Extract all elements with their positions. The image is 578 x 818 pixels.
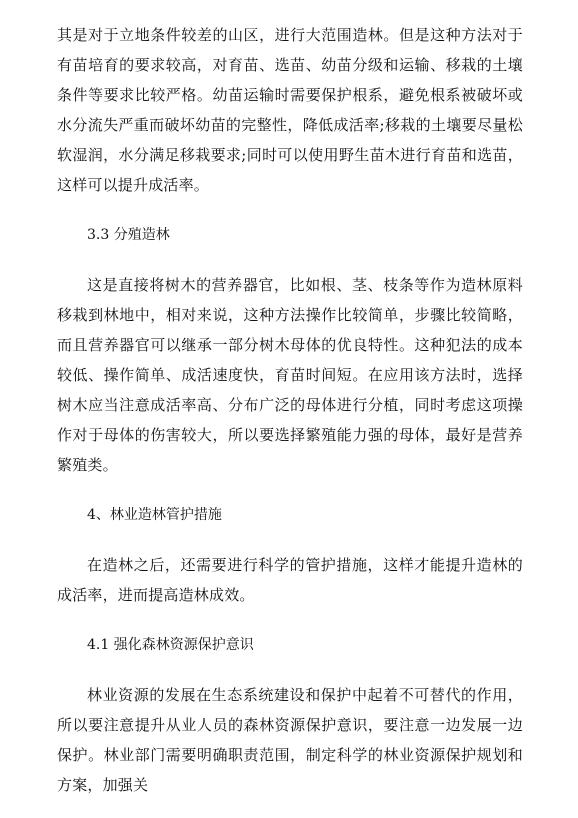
document-page — [57, 20, 523, 800]
body-paragraph-3: 在造林之后，还需要进行科学的管护措施，这样才能提升造林的成活率，进而提高造林成效。 — [57, 556, 523, 604]
body-paragraph-2: 这是直接将树木的营养器官，比如根、茎、枝条等作为造林原料移栽到林地中，相对来说，这种方法操作比较简单，步骤比较简略，而且营养器官可以继承一部分树木母体的优良特性。这种犯法的成本较低、操作简单、成活速度快，育苗时间短。在应用该方法时，选择树木应当注意成活率高、分布广泛的母体进行分植，同时考虑这项操作对于母体的伤害较大，所以要选择繁殖能力强的母体，最好是营养繁殖类。 — [57, 276, 523, 474]
body-paragraph-1: 其是对于立地条件较差的山区，进行大范围造林。但是这种方法对于有苗培育的要求较高，对育苗、选苗、幼苗分级和运输、移栽的土壤条件等要求比较严格。幼苗运输时需要保护根系，避免根系被破坏或水分流失严重而破坏幼苗的完整性，降低成活率;移栽的土壤要尽量松软湿润，水分满足移栽要求;同时可以使用野生苗木进行育苗和选苗，这样可以提升成活率。 — [57, 26, 523, 194]
section-heading-4-1: 4.1 强化森林资源保护意识 — [87, 637, 254, 653]
body-paragraph-4: 林业资源的发展在生态系统建设和保护中起着不可替代的作用，所以要注意提升从业人员的森林资源保护意识，要注意一边发展一边保护。林业部门需要明确职责范围，制定科学的林业资源保护规划和方案，加强关 — [57, 686, 523, 794]
section-heading-3-3: 3.3 分殖造林 — [87, 227, 170, 243]
section-heading-4: 4、林业造林管护措施 — [87, 507, 222, 523]
